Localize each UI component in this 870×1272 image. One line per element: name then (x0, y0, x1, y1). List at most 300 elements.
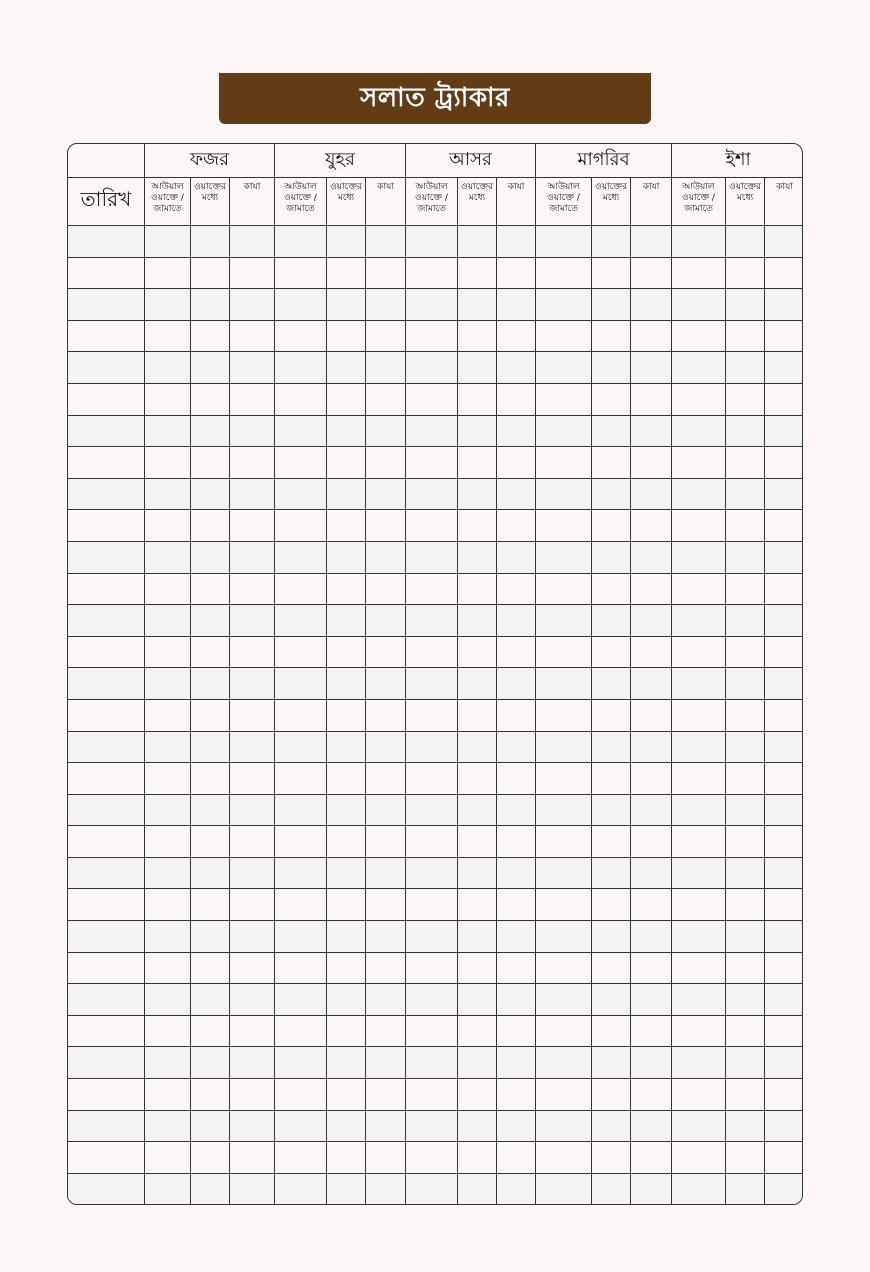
tracker-cell[interactable] (191, 857, 230, 889)
tracker-cell[interactable] (406, 605, 458, 637)
tracker-cell[interactable] (191, 1110, 230, 1142)
tracker-cell[interactable] (191, 226, 230, 258)
tracker-cell[interactable] (726, 984, 765, 1016)
tracker-cell[interactable] (726, 226, 765, 258)
tracker-cell[interactable] (631, 731, 672, 763)
tracker-cell[interactable] (275, 510, 327, 542)
tracker-cell[interactable] (191, 447, 230, 479)
date-cell[interactable] (68, 226, 145, 258)
tracker-cell[interactable] (230, 1142, 275, 1174)
tracker-cell[interactable] (458, 857, 497, 889)
tracker-cell[interactable] (406, 541, 458, 573)
tracker-cell[interactable] (726, 383, 765, 415)
tracker-cell[interactable] (631, 1047, 672, 1079)
tracker-cell[interactable] (672, 1015, 726, 1047)
tracker-cell[interactable] (592, 320, 631, 352)
tracker-cell[interactable] (191, 573, 230, 605)
tracker-cell[interactable] (458, 763, 497, 795)
tracker-cell[interactable] (765, 605, 803, 637)
tracker-cell[interactable] (366, 289, 406, 321)
tracker-cell[interactable] (672, 921, 726, 953)
tracker-cell[interactable] (536, 952, 592, 984)
tracker-cell[interactable] (765, 415, 803, 447)
tracker-cell[interactable] (327, 257, 366, 289)
tracker-cell[interactable] (726, 447, 765, 479)
tracker-cell[interactable] (366, 984, 406, 1016)
tracker-cell[interactable] (765, 573, 803, 605)
tracker-cell[interactable] (497, 1047, 536, 1079)
tracker-cell[interactable] (536, 668, 592, 700)
tracker-cell[interactable] (592, 226, 631, 258)
tracker-cell[interactable] (191, 699, 230, 731)
tracker-cell[interactable] (366, 636, 406, 668)
tracker-cell[interactable] (145, 573, 191, 605)
tracker-cell[interactable] (366, 415, 406, 447)
tracker-cell[interactable] (631, 510, 672, 542)
tracker-cell[interactable] (536, 541, 592, 573)
tracker-cell[interactable] (191, 794, 230, 826)
tracker-cell[interactable] (497, 226, 536, 258)
tracker-cell[interactable] (191, 541, 230, 573)
tracker-cell[interactable] (327, 1079, 366, 1111)
tracker-cell[interactable] (191, 415, 230, 447)
tracker-cell[interactable] (672, 952, 726, 984)
tracker-cell[interactable] (366, 226, 406, 258)
tracker-cell[interactable] (275, 415, 327, 447)
date-cell[interactable] (68, 478, 145, 510)
date-cell[interactable] (68, 383, 145, 415)
tracker-cell[interactable] (230, 699, 275, 731)
tracker-cell[interactable] (366, 952, 406, 984)
tracker-cell[interactable] (497, 383, 536, 415)
tracker-cell[interactable] (726, 636, 765, 668)
tracker-cell[interactable] (406, 1079, 458, 1111)
tracker-cell[interactable] (458, 984, 497, 1016)
tracker-cell[interactable] (765, 289, 803, 321)
date-cell[interactable] (68, 352, 145, 384)
tracker-cell[interactable] (765, 1173, 803, 1205)
tracker-cell[interactable] (145, 763, 191, 795)
tracker-cell[interactable] (327, 383, 366, 415)
tracker-cell[interactable] (536, 889, 592, 921)
tracker-cell[interactable] (631, 383, 672, 415)
tracker-cell[interactable] (592, 921, 631, 953)
tracker-cell[interactable] (366, 889, 406, 921)
tracker-cell[interactable] (366, 1142, 406, 1174)
tracker-cell[interactable] (366, 320, 406, 352)
tracker-cell[interactable] (145, 352, 191, 384)
tracker-cell[interactable] (327, 889, 366, 921)
tracker-cell[interactable] (327, 415, 366, 447)
tracker-cell[interactable] (145, 699, 191, 731)
tracker-cell[interactable] (497, 447, 536, 479)
tracker-cell[interactable] (458, 478, 497, 510)
tracker-cell[interactable] (230, 952, 275, 984)
tracker-cell[interactable] (536, 1110, 592, 1142)
date-cell[interactable] (68, 731, 145, 763)
tracker-cell[interactable] (726, 857, 765, 889)
tracker-cell[interactable] (592, 1110, 631, 1142)
tracker-cell[interactable] (536, 857, 592, 889)
tracker-cell[interactable] (275, 605, 327, 637)
tracker-cell[interactable] (497, 257, 536, 289)
tracker-cell[interactable] (327, 668, 366, 700)
tracker-cell[interactable] (536, 1047, 592, 1079)
tracker-cell[interactable] (458, 541, 497, 573)
tracker-cell[interactable] (765, 257, 803, 289)
tracker-cell[interactable] (536, 636, 592, 668)
tracker-cell[interactable] (406, 226, 458, 258)
tracker-cell[interactable] (327, 984, 366, 1016)
tracker-cell[interactable] (366, 1047, 406, 1079)
tracker-cell[interactable] (145, 921, 191, 953)
tracker-cell[interactable] (672, 383, 726, 415)
tracker-cell[interactable] (631, 636, 672, 668)
tracker-cell[interactable] (230, 636, 275, 668)
tracker-cell[interactable] (145, 510, 191, 542)
tracker-cell[interactable] (230, 763, 275, 795)
tracker-cell[interactable] (631, 1079, 672, 1111)
tracker-cell[interactable] (327, 605, 366, 637)
tracker-cell[interactable] (497, 605, 536, 637)
date-cell[interactable] (68, 320, 145, 352)
tracker-cell[interactable] (191, 889, 230, 921)
tracker-cell[interactable] (191, 668, 230, 700)
tracker-cell[interactable] (230, 415, 275, 447)
tracker-cell[interactable] (497, 1015, 536, 1047)
tracker-cell[interactable] (327, 826, 366, 858)
tracker-cell[interactable] (631, 889, 672, 921)
date-cell[interactable] (68, 289, 145, 321)
tracker-cell[interactable] (497, 541, 536, 573)
tracker-cell[interactable] (406, 984, 458, 1016)
tracker-cell[interactable] (275, 573, 327, 605)
tracker-cell[interactable] (765, 320, 803, 352)
tracker-cell[interactable] (592, 826, 631, 858)
tracker-cell[interactable] (536, 1015, 592, 1047)
tracker-cell[interactable] (230, 889, 275, 921)
tracker-cell[interactable] (592, 1173, 631, 1205)
tracker-cell[interactable] (275, 383, 327, 415)
tracker-cell[interactable] (536, 731, 592, 763)
tracker-cell[interactable] (191, 478, 230, 510)
tracker-cell[interactable] (631, 415, 672, 447)
tracker-cell[interactable] (592, 699, 631, 731)
tracker-cell[interactable] (230, 1110, 275, 1142)
tracker-cell[interactable] (275, 541, 327, 573)
tracker-cell[interactable] (275, 226, 327, 258)
tracker-cell[interactable] (458, 352, 497, 384)
tracker-cell[interactable] (536, 605, 592, 637)
tracker-cell[interactable] (497, 889, 536, 921)
tracker-cell[interactable] (592, 731, 631, 763)
tracker-cell[interactable] (145, 668, 191, 700)
tracker-cell[interactable] (631, 952, 672, 984)
tracker-cell[interactable] (230, 1047, 275, 1079)
tracker-cell[interactable] (497, 573, 536, 605)
tracker-cell[interactable] (327, 1173, 366, 1205)
tracker-cell[interactable] (366, 857, 406, 889)
tracker-cell[interactable] (672, 984, 726, 1016)
tracker-cell[interactable] (327, 1047, 366, 1079)
tracker-cell[interactable] (406, 763, 458, 795)
tracker-cell[interactable] (592, 857, 631, 889)
date-cell[interactable] (68, 1079, 145, 1111)
tracker-cell[interactable] (458, 1015, 497, 1047)
tracker-cell[interactable] (497, 415, 536, 447)
tracker-cell[interactable] (672, 289, 726, 321)
tracker-cell[interactable] (145, 226, 191, 258)
date-cell[interactable] (68, 1047, 145, 1079)
tracker-cell[interactable] (631, 1173, 672, 1205)
tracker-cell[interactable] (592, 952, 631, 984)
tracker-cell[interactable] (592, 510, 631, 542)
tracker-cell[interactable] (406, 668, 458, 700)
tracker-cell[interactable] (230, 857, 275, 889)
tracker-cell[interactable] (726, 794, 765, 826)
tracker-cell[interactable] (497, 320, 536, 352)
tracker-cell[interactable] (631, 478, 672, 510)
tracker-cell[interactable] (536, 510, 592, 542)
tracker-cell[interactable] (230, 320, 275, 352)
tracker-cell[interactable] (458, 415, 497, 447)
tracker-cell[interactable] (536, 1173, 592, 1205)
tracker-cell[interactable] (275, 763, 327, 795)
tracker-cell[interactable] (191, 763, 230, 795)
tracker-cell[interactable] (672, 478, 726, 510)
tracker-cell[interactable] (672, 1173, 726, 1205)
tracker-cell[interactable] (406, 352, 458, 384)
date-cell[interactable] (68, 668, 145, 700)
tracker-cell[interactable] (726, 1015, 765, 1047)
tracker-cell[interactable] (497, 1110, 536, 1142)
tracker-cell[interactable] (765, 952, 803, 984)
tracker-cell[interactable] (275, 1015, 327, 1047)
tracker-cell[interactable] (458, 826, 497, 858)
tracker-cell[interactable] (536, 257, 592, 289)
tracker-cell[interactable] (230, 510, 275, 542)
date-cell[interactable] (68, 984, 145, 1016)
tracker-cell[interactable] (230, 921, 275, 953)
date-cell[interactable] (68, 573, 145, 605)
tracker-cell[interactable] (275, 289, 327, 321)
tracker-cell[interactable] (230, 731, 275, 763)
tracker-cell[interactable] (327, 573, 366, 605)
tracker-cell[interactable] (536, 699, 592, 731)
date-cell[interactable] (68, 1015, 145, 1047)
tracker-cell[interactable] (497, 668, 536, 700)
tracker-cell[interactable] (726, 699, 765, 731)
tracker-cell[interactable] (536, 478, 592, 510)
tracker-cell[interactable] (536, 352, 592, 384)
tracker-cell[interactable] (458, 668, 497, 700)
tracker-cell[interactable] (765, 541, 803, 573)
tracker-cell[interactable] (672, 794, 726, 826)
tracker-cell[interactable] (672, 1079, 726, 1111)
tracker-cell[interactable] (536, 383, 592, 415)
tracker-cell[interactable] (458, 1047, 497, 1079)
tracker-cell[interactable] (230, 605, 275, 637)
date-cell[interactable] (68, 605, 145, 637)
tracker-cell[interactable] (631, 921, 672, 953)
tracker-cell[interactable] (497, 636, 536, 668)
tracker-cell[interactable] (672, 699, 726, 731)
tracker-cell[interactable] (458, 605, 497, 637)
tracker-cell[interactable] (366, 731, 406, 763)
tracker-cell[interactable] (765, 1079, 803, 1111)
tracker-cell[interactable] (327, 699, 366, 731)
tracker-cell[interactable] (406, 699, 458, 731)
tracker-cell[interactable] (366, 921, 406, 953)
tracker-cell[interactable] (672, 763, 726, 795)
tracker-cell[interactable] (726, 352, 765, 384)
tracker-cell[interactable] (458, 889, 497, 921)
tracker-cell[interactable] (592, 383, 631, 415)
tracker-cell[interactable] (230, 1173, 275, 1205)
tracker-cell[interactable] (592, 1047, 631, 1079)
tracker-cell[interactable] (145, 320, 191, 352)
tracker-cell[interactable] (327, 510, 366, 542)
date-cell[interactable] (68, 257, 145, 289)
tracker-cell[interactable] (458, 952, 497, 984)
tracker-cell[interactable] (458, 921, 497, 953)
tracker-cell[interactable] (672, 226, 726, 258)
tracker-cell[interactable] (366, 1173, 406, 1205)
tracker-cell[interactable] (191, 1142, 230, 1174)
tracker-cell[interactable] (275, 826, 327, 858)
tracker-cell[interactable] (765, 1047, 803, 1079)
tracker-cell[interactable] (497, 794, 536, 826)
tracker-cell[interactable] (631, 257, 672, 289)
tracker-cell[interactable] (765, 1015, 803, 1047)
tracker-cell[interactable] (765, 226, 803, 258)
tracker-cell[interactable] (406, 289, 458, 321)
date-cell[interactable] (68, 921, 145, 953)
tracker-cell[interactable] (275, 320, 327, 352)
tracker-cell[interactable] (406, 447, 458, 479)
tracker-cell[interactable] (145, 383, 191, 415)
tracker-cell[interactable] (275, 952, 327, 984)
tracker-cell[interactable] (230, 794, 275, 826)
tracker-cell[interactable] (592, 605, 631, 637)
tracker-cell[interactable] (275, 889, 327, 921)
tracker-cell[interactable] (765, 352, 803, 384)
tracker-cell[interactable] (191, 289, 230, 321)
tracker-cell[interactable] (406, 320, 458, 352)
tracker-cell[interactable] (458, 383, 497, 415)
tracker-cell[interactable] (406, 857, 458, 889)
tracker-cell[interactable] (406, 1047, 458, 1079)
tracker-cell[interactable] (726, 763, 765, 795)
tracker-cell[interactable] (327, 763, 366, 795)
tracker-cell[interactable] (592, 889, 631, 921)
tracker-cell[interactable] (230, 573, 275, 605)
tracker-cell[interactable] (145, 826, 191, 858)
tracker-cell[interactable] (765, 636, 803, 668)
tracker-cell[interactable] (726, 541, 765, 573)
tracker-cell[interactable] (230, 541, 275, 573)
tracker-cell[interactable] (726, 320, 765, 352)
tracker-cell[interactable] (592, 447, 631, 479)
tracker-cell[interactable] (406, 636, 458, 668)
tracker-cell[interactable] (765, 826, 803, 858)
tracker-cell[interactable] (497, 289, 536, 321)
tracker-cell[interactable] (726, 826, 765, 858)
tracker-cell[interactable] (366, 605, 406, 637)
tracker-cell[interactable] (726, 1142, 765, 1174)
date-cell[interactable] (68, 415, 145, 447)
tracker-cell[interactable] (327, 1110, 366, 1142)
tracker-cell[interactable] (592, 257, 631, 289)
tracker-cell[interactable] (145, 1079, 191, 1111)
tracker-cell[interactable] (631, 763, 672, 795)
date-cell[interactable] (68, 794, 145, 826)
tracker-cell[interactable] (536, 447, 592, 479)
tracker-cell[interactable] (327, 1015, 366, 1047)
tracker-cell[interactable] (145, 478, 191, 510)
tracker-cell[interactable] (536, 415, 592, 447)
tracker-cell[interactable] (592, 352, 631, 384)
tracker-cell[interactable] (631, 668, 672, 700)
tracker-cell[interactable] (672, 826, 726, 858)
tracker-cell[interactable] (458, 731, 497, 763)
date-cell[interactable] (68, 763, 145, 795)
tracker-cell[interactable] (592, 668, 631, 700)
tracker-cell[interactable] (406, 383, 458, 415)
tracker-cell[interactable] (458, 289, 497, 321)
tracker-cell[interactable] (497, 699, 536, 731)
tracker-cell[interactable] (726, 605, 765, 637)
tracker-cell[interactable] (765, 510, 803, 542)
tracker-cell[interactable] (230, 257, 275, 289)
tracker-cell[interactable] (726, 289, 765, 321)
tracker-cell[interactable] (631, 699, 672, 731)
tracker-cell[interactable] (536, 794, 592, 826)
date-cell[interactable] (68, 857, 145, 889)
tracker-cell[interactable] (406, 478, 458, 510)
tracker-cell[interactable] (672, 573, 726, 605)
tracker-cell[interactable] (366, 1015, 406, 1047)
tracker-cell[interactable] (366, 478, 406, 510)
tracker-cell[interactable] (366, 699, 406, 731)
tracker-cell[interactable] (327, 226, 366, 258)
tracker-cell[interactable] (536, 226, 592, 258)
tracker-cell[interactable] (536, 1142, 592, 1174)
date-cell[interactable] (68, 826, 145, 858)
tracker-cell[interactable] (191, 826, 230, 858)
tracker-cell[interactable] (366, 826, 406, 858)
tracker-cell[interactable] (458, 636, 497, 668)
tracker-cell[interactable] (536, 826, 592, 858)
tracker-cell[interactable] (327, 636, 366, 668)
tracker-cell[interactable] (765, 731, 803, 763)
tracker-cell[interactable] (275, 1142, 327, 1174)
tracker-cell[interactable] (275, 794, 327, 826)
tracker-cell[interactable] (726, 889, 765, 921)
tracker-cell[interactable] (327, 794, 366, 826)
tracker-cell[interactable] (497, 826, 536, 858)
date-cell[interactable] (68, 541, 145, 573)
tracker-cell[interactable] (458, 699, 497, 731)
tracker-cell[interactable] (230, 826, 275, 858)
tracker-cell[interactable] (327, 857, 366, 889)
tracker-cell[interactable] (631, 573, 672, 605)
tracker-cell[interactable] (327, 921, 366, 953)
tracker-cell[interactable] (497, 478, 536, 510)
tracker-cell[interactable] (536, 921, 592, 953)
tracker-cell[interactable] (672, 510, 726, 542)
tracker-cell[interactable] (145, 794, 191, 826)
